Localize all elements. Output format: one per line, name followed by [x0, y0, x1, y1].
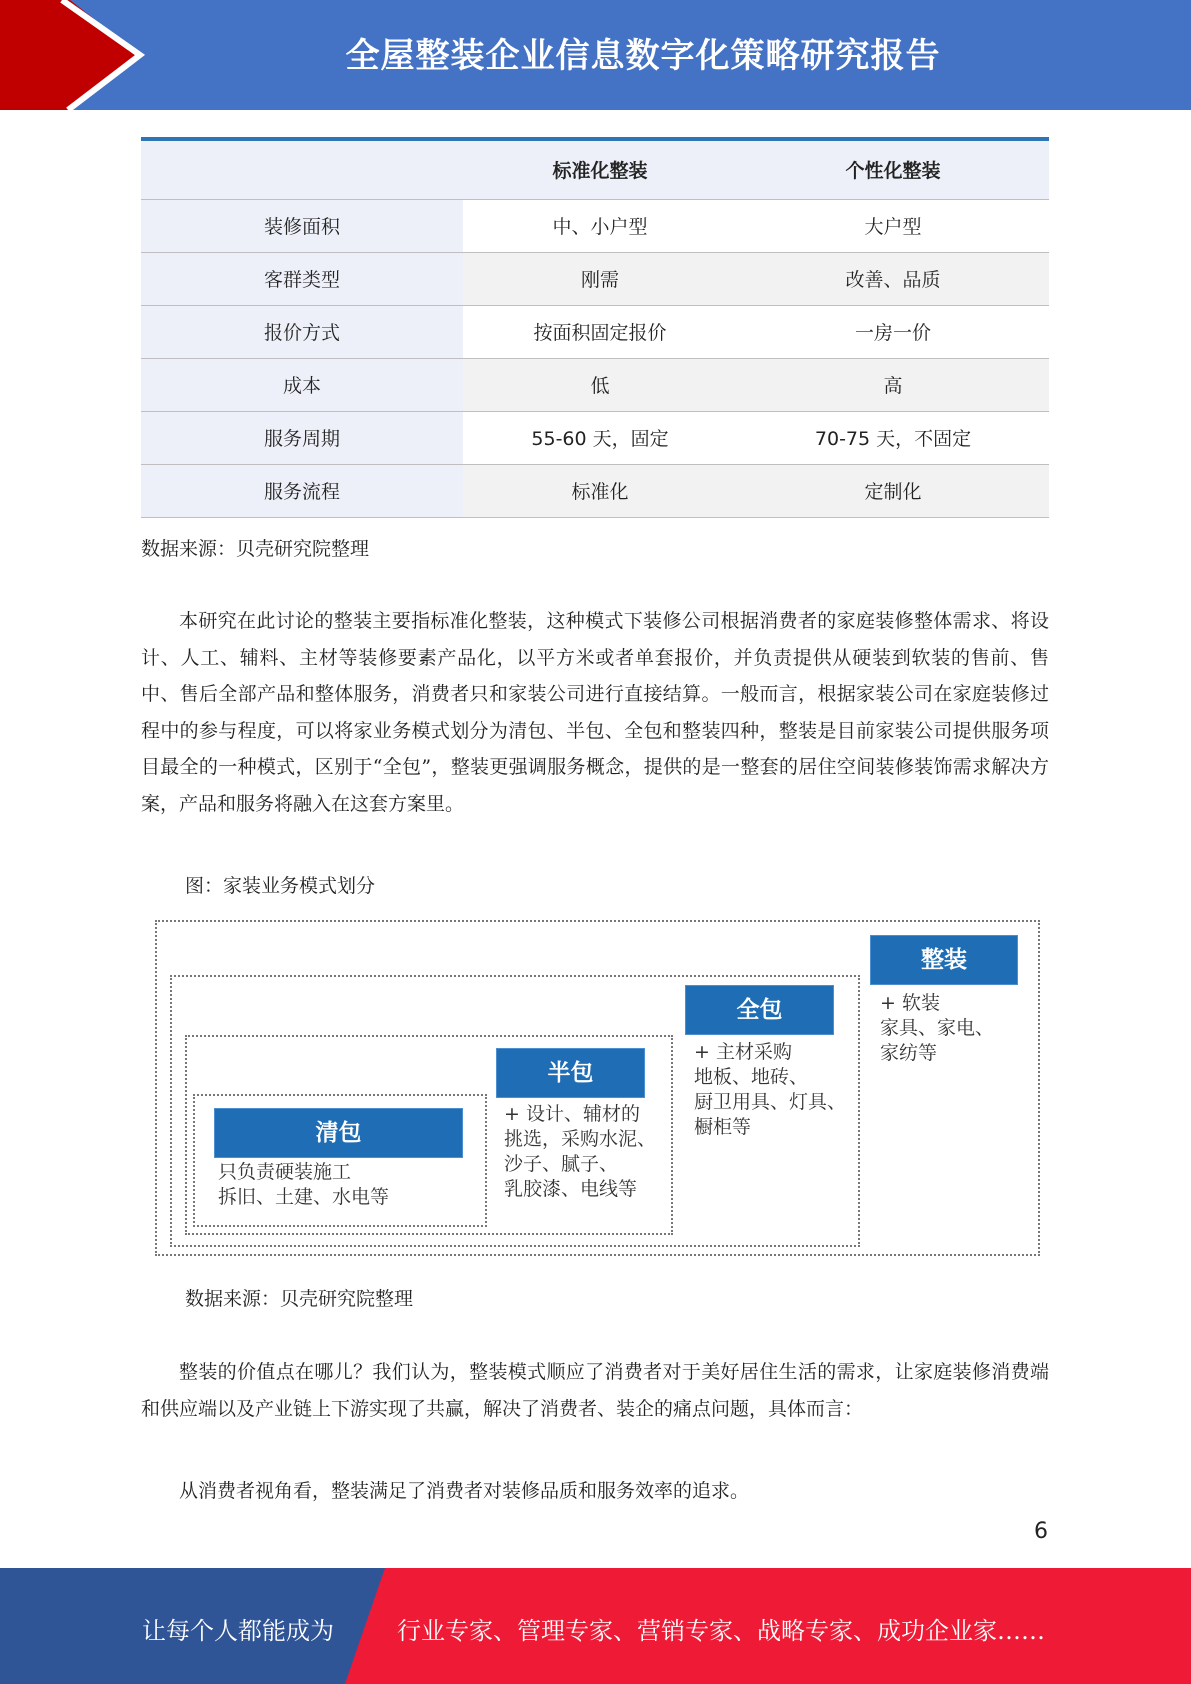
table-row: [141, 411, 1049, 464]
table-cell: 大户型: [737, 199, 1049, 252]
table-cell: 高: [737, 358, 1049, 411]
page-header: [0, 0, 1191, 110]
body-paragraph: 整装的价值点在哪儿？我们认为，整装模式顺应了消费者对于美好居住生活的需求，让家庭装修消费端和供应端以及产业链上下游实现了共赢，解决了消费者、装企的痛点问题，具体而言：: [141, 1361, 1049, 1420]
table-row: [141, 199, 1049, 252]
zhengzhuang-desc: + 软装 家具、家电、 家纺等: [880, 992, 995, 1064]
table-header-cell: 标准化整装: [463, 139, 737, 199]
table-cell: 55-60 天，固定: [463, 411, 737, 464]
banbao-desc: + 设计、辅材的 挑选，采购水泥、 沙子、腻子、 乳胶漆、电线等: [504, 1103, 657, 1200]
table-source: 数据来源：贝壳研究院整理: [141, 538, 370, 560]
qingbao-desc: 只负责硬装施工 拆旧、土建、水电等: [218, 1161, 390, 1208]
row-label: 服务流程: [141, 464, 463, 517]
table-header-row: [141, 139, 1049, 199]
table-row: [141, 305, 1049, 358]
qingbao-label: 清包: [214, 1108, 463, 1158]
table-cell: 一房一价: [737, 305, 1049, 358]
comparison-table: [141, 137, 1049, 518]
quanbao-label: 全包: [685, 985, 834, 1035]
body-paragraph: 本研究在此讨论的整装主要指标准化整装，这种模式下装修公司根据消费者的家庭装修整体需求、将设计、人工、辅料、主材等装修要素产品化，以平方米或者单套报价，并负责提供从硬装到软装的售前、售中、售后全部产品和整体服务，消费者只和家装公司进行直接结算。一般而言，根据家装公司在家庭装修过程中的参与程度，可以将家业务模式划分为清包、半包、全包和整装四种，整装是目前家装公司提供服务项目最全的一种模式，区别于“全包”，整装更强调服务概念，提供的是一整套的居住空间装修装饰需求解决方案，产品和服务将融入在这套方案里。: [141, 610, 1049, 815]
body-paragraph: 从消费者视角看，整装满足了消费者对装修品质和服务效率的追求。: [179, 1480, 750, 1502]
table-cell: 定制化: [737, 464, 1049, 517]
row-label: 装修面积: [141, 199, 463, 252]
table-cell: 中、小户型: [463, 199, 737, 252]
table-cell: 改善、品质: [737, 252, 1049, 305]
row-label: 客群类型: [141, 252, 463, 305]
zhengzhuang-label: 整装: [870, 935, 1018, 985]
table-header-cell: [141, 139, 463, 199]
figure-caption: 图：家装业务模式划分: [185, 875, 376, 897]
page-number: 6: [1034, 1519, 1048, 1544]
row-label: 报价方式: [141, 305, 463, 358]
table-cell: 标准化: [463, 464, 737, 517]
quanbao-desc: + 主材采购 地板、地砖、 厨卫用具、灯具、 橱柜等: [694, 1041, 847, 1138]
report-title: 全屋整装企业信息数字化策略研究报告: [345, 36, 941, 76]
table-row: [141, 252, 1049, 305]
table-cell: 70-75 天，不固定: [737, 411, 1049, 464]
table-cell: 低: [463, 358, 737, 411]
figure-source: 数据来源：贝壳研究院整理: [185, 1288, 414, 1310]
table-row: [141, 464, 1049, 517]
row-label: 成本: [141, 358, 463, 411]
row-label: 服务周期: [141, 411, 463, 464]
footer-slogan-left: 让每个人都能成为: [142, 1617, 334, 1645]
table-cell: 按面积固定报价: [463, 305, 737, 358]
table-header-cell: 个性化整装: [737, 139, 1049, 199]
footer-slogan-right: 行业专家、管理专家、营销专家、战略专家、成功企业家……: [397, 1617, 1045, 1645]
table-row: [141, 358, 1049, 411]
page-footer: [0, 1568, 1191, 1684]
banbao-label: 半包: [496, 1048, 645, 1098]
table-cell: 刚需: [463, 252, 737, 305]
